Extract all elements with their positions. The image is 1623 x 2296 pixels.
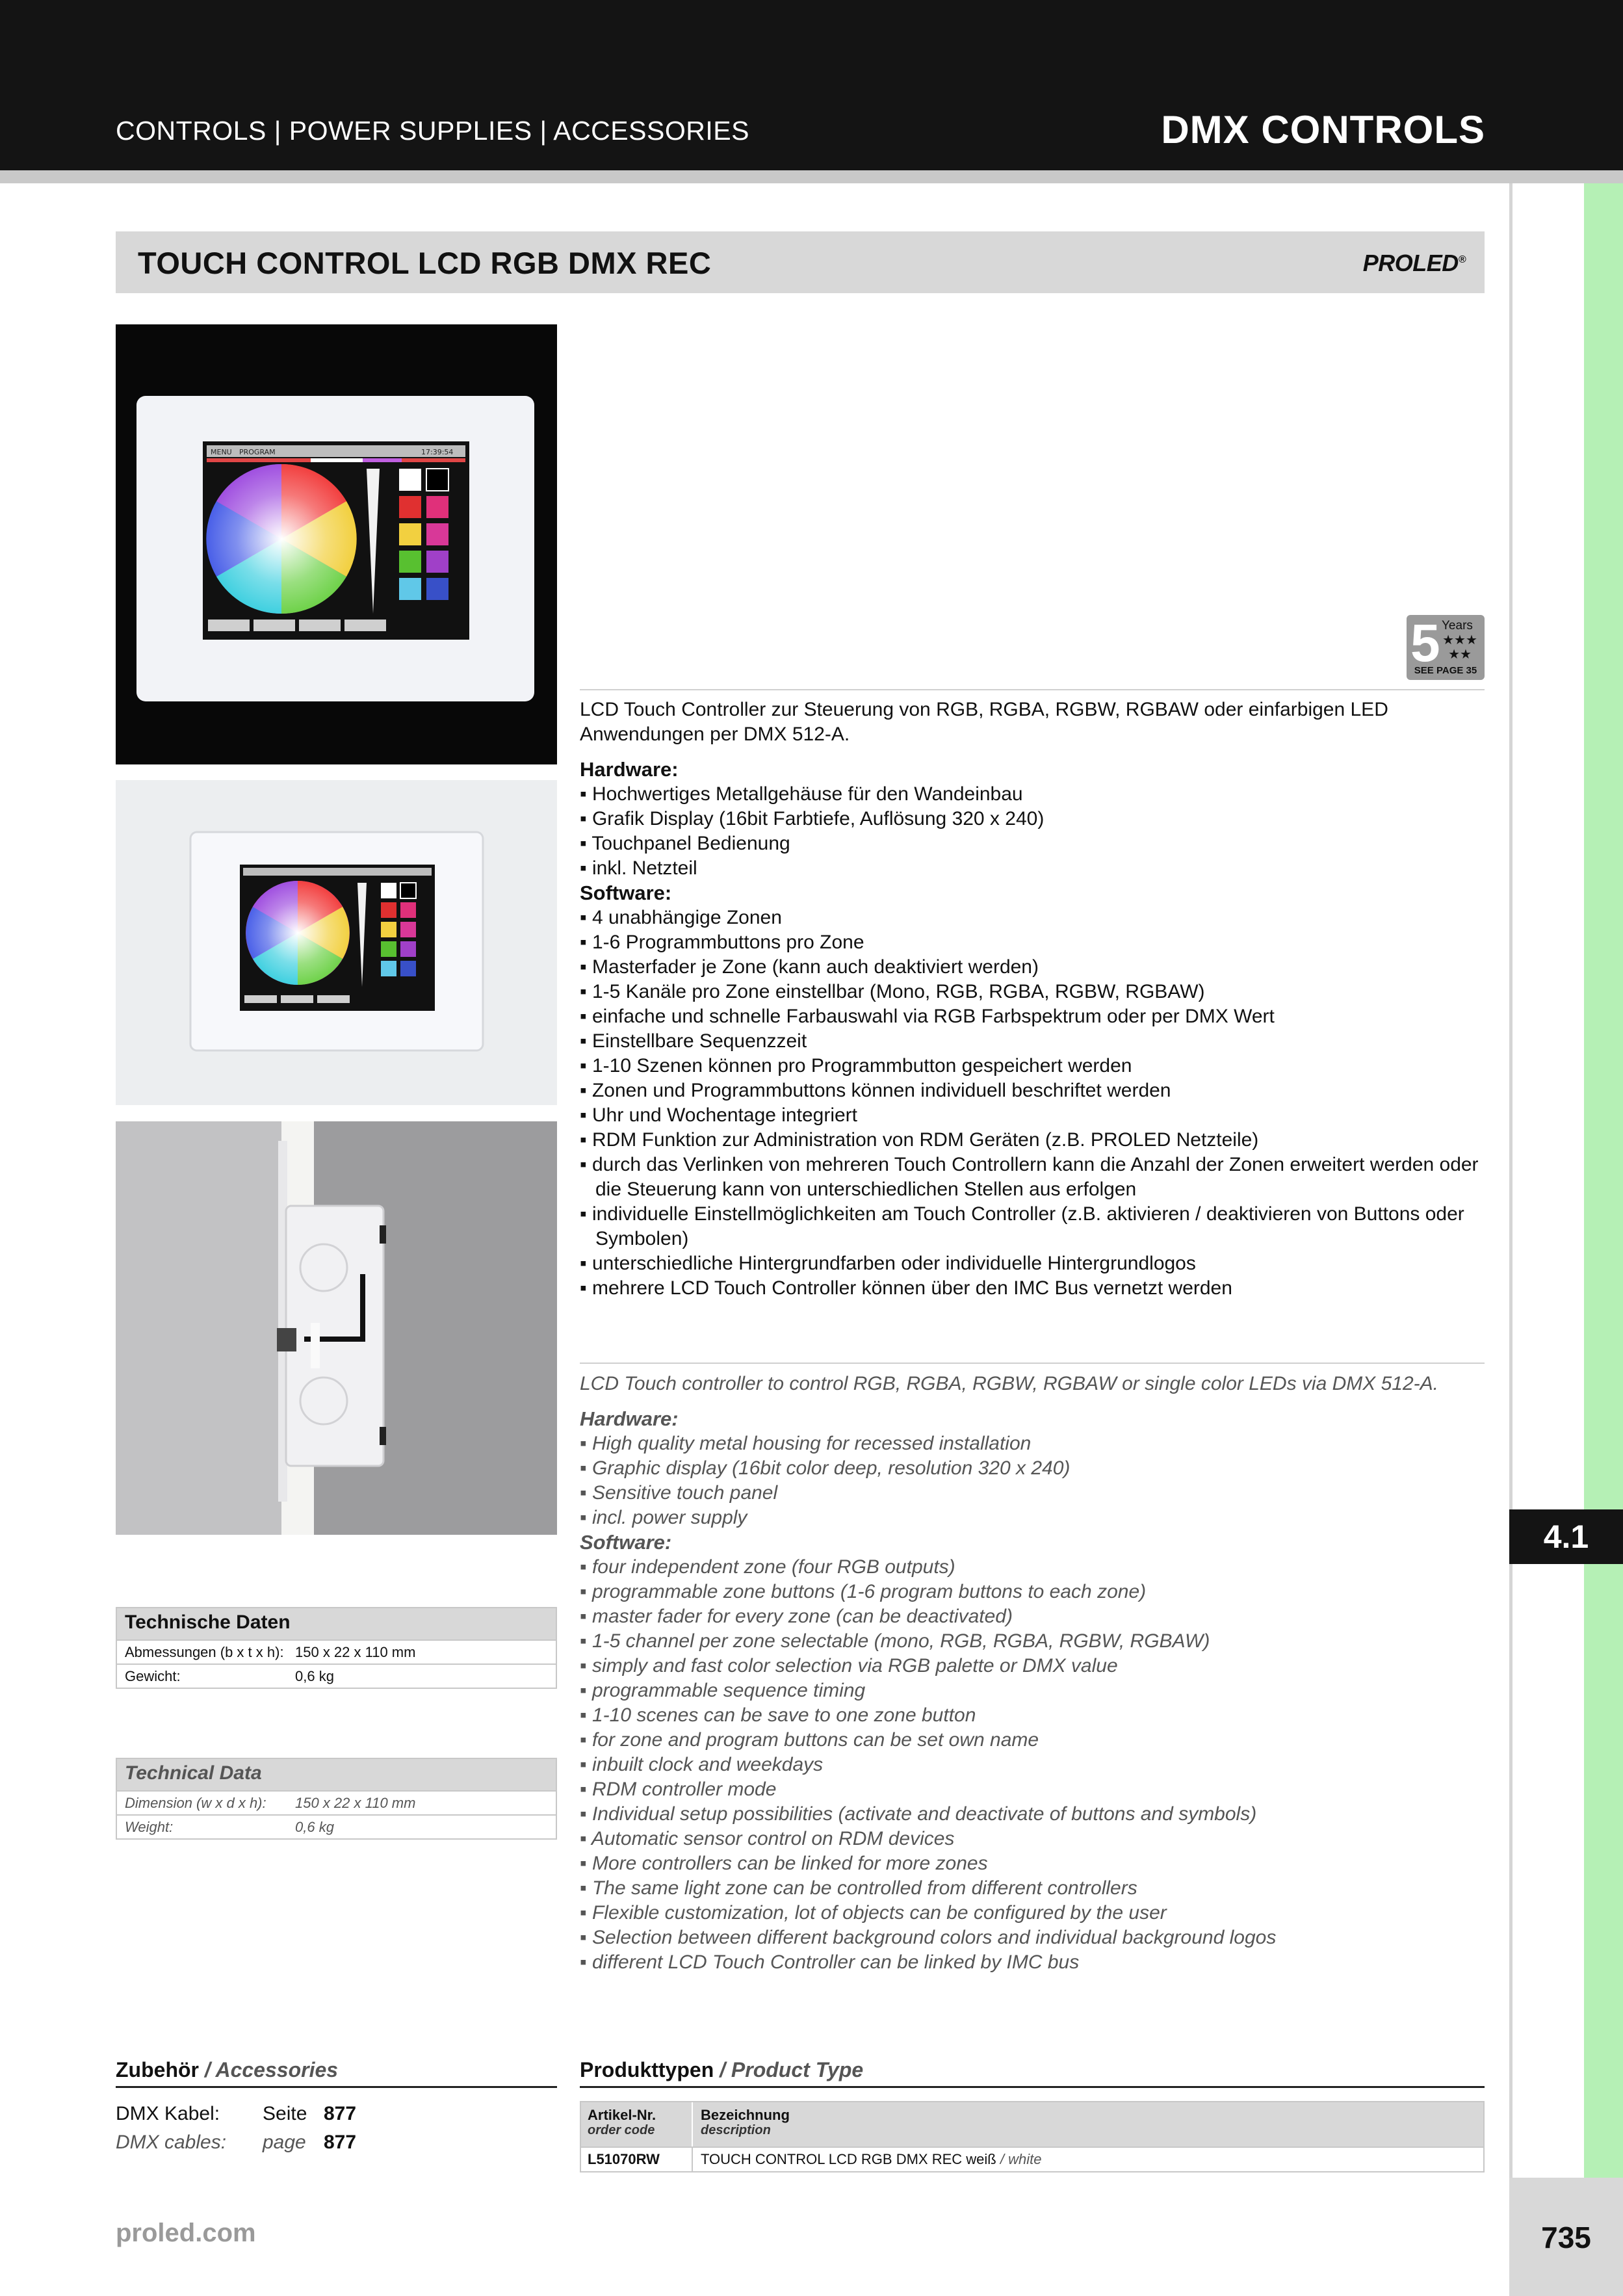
software-list-de <box>580 906 1485 1301</box>
category-breadcrumb: CONTROLS | POWER SUPPLIES | ACCESSORIES <box>116 116 749 146</box>
accessory-name: DMX cables: <box>116 2132 227 2153</box>
list-item: ▪ inkl. Netzteil <box>580 857 697 879</box>
spec-label: Weight: <box>125 1819 174 1835</box>
screen-tab-program: PROGRAM <box>239 448 276 456</box>
description-en <box>580 1372 1485 1975</box>
list-item: ▪ einfache und schnelle Farbauswahl via RGB Farbspektrum oder per DMX Wert <box>580 1006 1275 1027</box>
list-item: ▪ 1-5 channel per zone selectable (mono, RGB, RGBA, RGBW, RGBAW) <box>580 1630 1210 1652</box>
table-row <box>117 1639 556 1663</box>
list-item: ▪ More controllers can be linked for more zones <box>580 1853 988 1874</box>
list-item: ▪ The same light zone can be controlled from different controllers <box>580 1877 1137 1899</box>
spec-value: 0,6 kg <box>295 1668 334 1684</box>
column-header-order-code <box>581 2102 693 2146</box>
list-item: ▪ Zonen und Programmbuttons können individuell beschriftet werden <box>580 1080 1171 1101</box>
accessories-section <box>116 2058 557 2157</box>
screen-time: 17:39:54 <box>421 448 454 456</box>
list-item: ▪ Individual setup possibilities (activate and deactivate of buttons and symbols) <box>580 1803 1257 1825</box>
list-item: ▪ for zone and program buttons can be set own name <box>580 1729 1039 1751</box>
warranty-badge <box>1407 615 1485 680</box>
list-item: ▪ 1-5 Kanäle pro Zone einstellbar (Mono, RGB, RGBA, RGBW, RGBAW) <box>580 981 1205 1002</box>
accessory-name: DMX Kabel: <box>116 2103 220 2124</box>
accessory-page-link[interactable]: 877 <box>324 2132 357 2153</box>
spec-label: Abmessungen (b x t x h): <box>125 1644 284 1660</box>
controller-side-illustration <box>116 1121 557 1535</box>
column-label-de: Artikel-Nr. <box>588 2107 656 2123</box>
list-item: ▪ master fader for every zone (can be deactivated) <box>580 1606 1013 1627</box>
footer-url: proled.com <box>116 2219 256 2247</box>
accessories-heading-de: Zubehör <box>116 2058 199 2081</box>
page-word: Seite <box>263 2103 307 2124</box>
list-item: ▪ four independent zone (four RGB outputs) <box>580 1556 955 1578</box>
list-item: ▪ Touchpanel Bedienung <box>580 833 790 854</box>
column-label-de: Bezeichnung <box>701 2107 790 2123</box>
order-code: L51070RW <box>581 2148 693 2171</box>
accessories-heading-en: / Accessories <box>204 2058 339 2081</box>
list-item: ▪ Hochwertiges Metallgehäuse für den Wandeinbau <box>580 783 1023 805</box>
list-item: ▪ programmable zone buttons (1-6 program buttons to each zone) <box>580 1581 1147 1602</box>
table-row <box>117 1663 556 1688</box>
hardware-heading-en: Hardware: <box>580 1407 679 1430</box>
software-heading-en: Software: <box>580 1531 672 1554</box>
spec-label: Dimension (w x d x h): <box>125 1795 266 1811</box>
list-item: ▪ 1-6 Programmbuttons pro Zone <box>580 932 864 953</box>
product-type-table <box>580 2101 1485 2172</box>
product-title: TOUCH CONTROL LCD RGB DMX REC <box>138 246 712 280</box>
tech-data-heading-de: Technische Daten <box>117 1608 556 1639</box>
column-label-en: order code <box>588 2123 655 2137</box>
list-item <box>116 2100 557 2128</box>
software-heading-de: Software: <box>580 881 672 904</box>
product-description <box>693 2148 1041 2171</box>
spec-value: 150 x 22 x 110 mm <box>295 1795 416 1811</box>
list-item: ▪ High quality metal housing for recessed installation <box>580 1433 1032 1454</box>
warranty-stars-row2: ★★ <box>1448 647 1472 662</box>
list-item: ▪ Automatic sensor control on RDM devices <box>580 1828 955 1849</box>
screen-tab-menu: MENU <box>211 448 232 456</box>
spec-value: 150 x 22 x 110 mm <box>295 1644 416 1660</box>
tech-data-heading-en: Technical Data <box>117 1759 556 1790</box>
list-item: ▪ 1-10 scenes can be save to one zone button <box>580 1704 976 1726</box>
software-list-en <box>580 1555 1485 1975</box>
product-type-heading <box>580 2058 1485 2088</box>
chapter-tab: 4.1 <box>1509 1509 1623 1564</box>
list-item: ▪ Einstellbare Sequenzzeit <box>580 1030 807 1052</box>
product-type-heading-en: / Product Type <box>720 2058 864 2081</box>
table-row <box>117 1790 556 1814</box>
product-photo-front <box>116 324 557 764</box>
list-item: ▪ unterschiedliche Hintergrundfarben oder individuelle Hintergrundlogos <box>580 1253 1196 1274</box>
list-item: ▪ different LCD Touch Controller can be linked by IMC bus <box>580 1951 1080 1973</box>
divider <box>580 689 1485 690</box>
list-item: ▪ programmable sequence timing <box>580 1680 866 1701</box>
intro-de: LCD Touch Controller zur Steuerung von RGB, RGBA, RGBW, RGBAW oder einfarbigen LED Anwendungen per DMX 512-A. <box>580 699 1388 745</box>
controller-front-illustration <box>116 324 557 764</box>
table-header <box>581 2102 1483 2146</box>
header-divider <box>0 170 1623 183</box>
warranty-stars-icon <box>1439 633 1481 662</box>
section-title: DMX CONTROLS <box>1161 108 1485 151</box>
list-item: ▪ Sensitive touch panel <box>580 1482 778 1504</box>
brand-name: PROLED <box>1362 250 1459 276</box>
list-item <box>116 2128 557 2157</box>
product-type-heading-wrap <box>580 2058 1485 2088</box>
controller-wall-illustration <box>116 780 557 1105</box>
list-item: ▪ mehrere LCD Touch Controller können über den IMC Bus vernetzt werden <box>580 1277 1232 1299</box>
list-item: ▪ Grafik Display (16bit Farbtiefe, Auflösung 320 x 240) <box>580 808 1045 829</box>
page-word: page <box>263 2132 306 2153</box>
side-color-strip <box>1584 183 1623 2178</box>
description-de: TOUCH CONTROL LCD RGB DMX REC weiß <box>701 2151 996 2167</box>
hardware-heading-de: Hardware: <box>580 758 679 781</box>
list-item: ▪ RDM Funktion zur Administration von RDM Geräten (z.B. PROLED Netzteile) <box>580 1129 1259 1151</box>
list-item: ▪ 1-10 Szenen können pro Programmbutton gespeichert werden <box>580 1055 1132 1076</box>
column-header-description <box>693 2102 798 2146</box>
list-item: ▪ incl. power supply <box>580 1507 747 1528</box>
description-en: / white <box>1000 2151 1042 2167</box>
tech-data-table-en <box>116 1758 557 1840</box>
hardware-list-de <box>580 782 1485 881</box>
list-item: ▪ inbuilt clock and weekdays <box>580 1754 824 1775</box>
warranty-years-number: 5 <box>1410 614 1440 673</box>
list-item: ▪ Selection between different background colors and individual background logos <box>580 1927 1277 1948</box>
table-row <box>581 2146 1483 2171</box>
list-item: ▪ individuelle Einstellmöglichkeiten am Touch Controller (z.B. aktivieren / deaktivieren von Buttons oder Symbolen) <box>580 1203 1464 1249</box>
warranty-stars-row1: ★★★ <box>1442 633 1477 647</box>
accessory-page-link[interactable]: 877 <box>324 2103 357 2124</box>
warranty-years-label: Years <box>1442 619 1473 633</box>
intro-en: LCD Touch controller to control RGB, RGBA, RGBW, RGBAW or single color LEDs via DMX 512-A. <box>580 1373 1438 1394</box>
warranty-see-page: SEE PAGE 35 <box>1414 665 1477 676</box>
divider <box>580 1363 1485 1364</box>
side-margin <box>1509 183 1584 2178</box>
table-row <box>117 1814 556 1838</box>
list-item: ▪ RDM controller mode <box>580 1779 777 1800</box>
product-type-heading-de: Produkttypen <box>580 2058 714 2081</box>
description-de <box>580 698 1485 1301</box>
list-item: ▪ Graphic display (16bit color deep, resolution 320 x 240) <box>580 1457 1071 1479</box>
list-item: ▪ 4 unabhängige Zonen <box>580 907 782 928</box>
list-item: ▪ simply and fast color selection via RGB palette or DMX value <box>580 1655 1118 1676</box>
list-item: ▪ Flexible customization, lot of objects can be configured by the user <box>580 1902 1167 1924</box>
accessories-heading <box>116 2058 557 2088</box>
brand-logo <box>1363 250 1466 277</box>
brand-mark: ® <box>1458 254 1466 265</box>
list-item: ▪ durch das Verlinken von mehreren Touch Controllern kann die Anzahl der Zonen erweitert werden oder die Steuerung kann von unterschiedlichen Stellen aus erfolgen <box>580 1154 1479 1200</box>
list-item: ▪ Masterfader je Zone (kann auch deaktiviert werden) <box>580 956 1039 978</box>
product-photo-side <box>116 1121 557 1535</box>
list-item: ▪ Uhr und Wochentage integriert <box>580 1104 857 1126</box>
page-number: 735 <box>1541 2221 1591 2254</box>
spec-label: Gewicht: <box>125 1668 181 1684</box>
hardware-list-en <box>580 1431 1485 1530</box>
tech-data-table-de <box>116 1607 557 1689</box>
column-label-en: description <box>701 2123 771 2137</box>
spec-value: 0,6 kg <box>295 1819 334 1835</box>
product-photo-wall <box>116 780 557 1105</box>
